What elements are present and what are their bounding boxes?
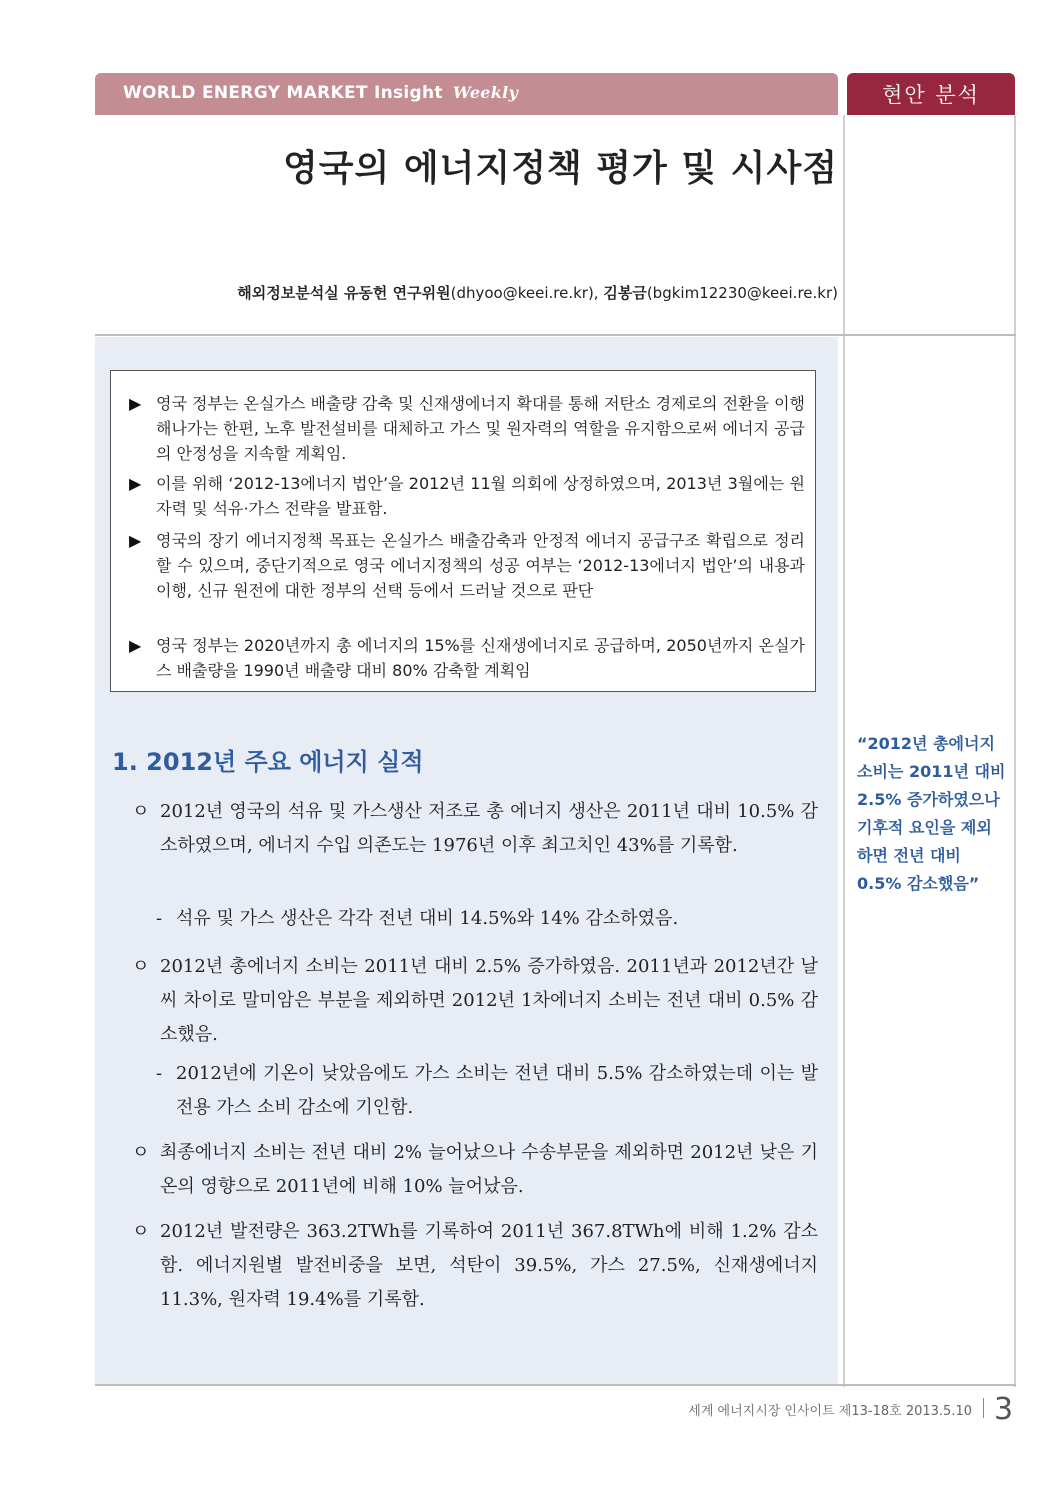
footer-publication: 세계 에너지시장 인사이트 제13-18호 2013.5.10 [688, 1404, 972, 1419]
author-2: 김봉금 [603, 284, 647, 302]
right-column-divider [843, 115, 845, 1387]
summary-item [129, 471, 805, 521]
summary-item-text: 영국 정부는 2020년까지 총 에너지의 15%를 신재생에너지로 공급하며, 2050년까지 온실가스 배출량을 1990년 배출량 대비 80% 감축할 계획임 [156, 636, 805, 680]
header-title [123, 83, 518, 103]
summary-item [129, 391, 805, 466]
author-email-1: (dhyoo@keei.re.kr), [450, 284, 599, 302]
paragraph-text: 최종에너지 소비는 전년 대비 2% 늘어났으나 수송부문을 제외하면 2012년 낮은 기온의 영향으로 2011년에 비해 10% 늘어났음. [160, 1142, 818, 1197]
sub-paragraph [156, 1057, 818, 1125]
header-bar [95, 73, 838, 115]
side-pull-quote: “2012년 총에너지 소비는 2011년 대비 2.5% 증가하였으나 기후적 요인을 제외하면 전년 대비 0.5% 감소했음” [857, 734, 1006, 893]
body-paragraph [132, 1215, 818, 1317]
header-separator-line [95, 334, 1016, 336]
section-heading: 1. 2012년 주요 에너지 실적 [112, 748, 424, 776]
summary-item-text: 영국 정부는 온실가스 배출량 감축 및 신재생에너지 확대를 통해 저탄소 경제로의 전환을 이행해나가는 한편, 노후 발전설비를 대체하고 가스 및 원자력의 역할을 유지함으로써 에너지 공급의 안정성을 지속할 계획임. [156, 394, 805, 463]
footer-separator-line [95, 1384, 1016, 1386]
triangle-bullet-icon: ▶ [129, 474, 142, 493]
dash-bullet-icon: - [156, 908, 163, 929]
triangle-bullet-icon: ▶ [129, 636, 142, 655]
circle-bullet-icon: ㅇ [132, 1142, 150, 1163]
page-title: 영국의 에너지정책 평가 및 시사점 [283, 148, 838, 189]
header-weekly: Weekly [452, 83, 519, 102]
footer-divider [983, 1398, 984, 1418]
circle-bullet-icon: ㅇ [132, 956, 150, 977]
author-dept: 해외정보분석실 유동헌 연구위원 [237, 284, 451, 302]
body-paragraph [132, 1136, 818, 1204]
body-paragraph [132, 950, 818, 1052]
sub-paragraph [156, 902, 818, 936]
summary-box [110, 370, 816, 692]
circle-bullet-icon: ㅇ [132, 801, 150, 822]
page-number: 3 [994, 1392, 1014, 1427]
section-tab: 현안 분석 [847, 73, 1015, 115]
header-title-text: WORLD ENERGY MARKET Insight [123, 83, 443, 103]
triangle-bullet-icon: ▶ [129, 394, 142, 413]
right-edge-line [1014, 115, 1016, 1387]
summary-item-text: 영국의 장기 에너지정책 목표는 온실가스 배출감축과 안정적 에너지 공급구조 확립으로 정리할 수 있으며, 중단기적으로 영국 에너지정책의 성공 여부는 ‘2012-13에너지 법안’의 내용과 이행, 신규 원전에 대한 정부의 선택 등에서 드러날 것으로 판단 [156, 531, 805, 600]
body-paragraph [132, 795, 818, 863]
author-email-2: (bgkim12230@keei.re.kr) [646, 284, 838, 302]
paragraph-text: 2012년 영국의 석유 및 가스생산 저조로 총 에너지 생산은 2011년 대비 10.5% 감소하였으며, 에너지 수입 의존도는 1976년 이후 최고치인 43%를 기록함. [160, 801, 818, 856]
author-line [95, 282, 838, 303]
sub-paragraph-text: 2012년에 기온이 낮았음에도 가스 소비는 전년 대비 5.5% 감소하였는데 이는 발전용 가스 소비 감소에 기인함. [176, 1063, 818, 1118]
paragraph-text: 2012년 발전량은 363.2TWh를 기록하여 2011년 367.8TWh에 비해 1.2% 감소함. 에너지원별 발전비중을 보면, 석탄이 39.5%, 가스 27.5%, 신재생에너지 11.3%, 원자력 19.4%를 기록함. [160, 1221, 818, 1310]
summary-item [129, 633, 805, 683]
summary-item [129, 528, 805, 603]
triangle-bullet-icon: ▶ [129, 531, 142, 550]
paragraph-text: 2012년 총에너지 소비는 2011년 대비 2.5% 증가하였음. 2011년과 2012년간 날씨 차이로 말미암은 부분을 제외하면 2012년 1차에너지 소비는 전년 대비 0.5% 감소했음. [160, 956, 818, 1045]
sub-paragraph-text: 석유 및 가스 생산은 각각 전년 대비 14.5%와 14% 감소하였음. [176, 908, 679, 929]
dash-bullet-icon: - [156, 1063, 163, 1084]
summary-item-text: 이를 위해 ‘2012-13에너지 법안’을 2012년 11월 의회에 상정하였으며, 2013년 3월에는 원자력 및 석유·가스 전략을 발표함. [156, 474, 805, 518]
circle-bullet-icon: ㅇ [132, 1221, 150, 1242]
